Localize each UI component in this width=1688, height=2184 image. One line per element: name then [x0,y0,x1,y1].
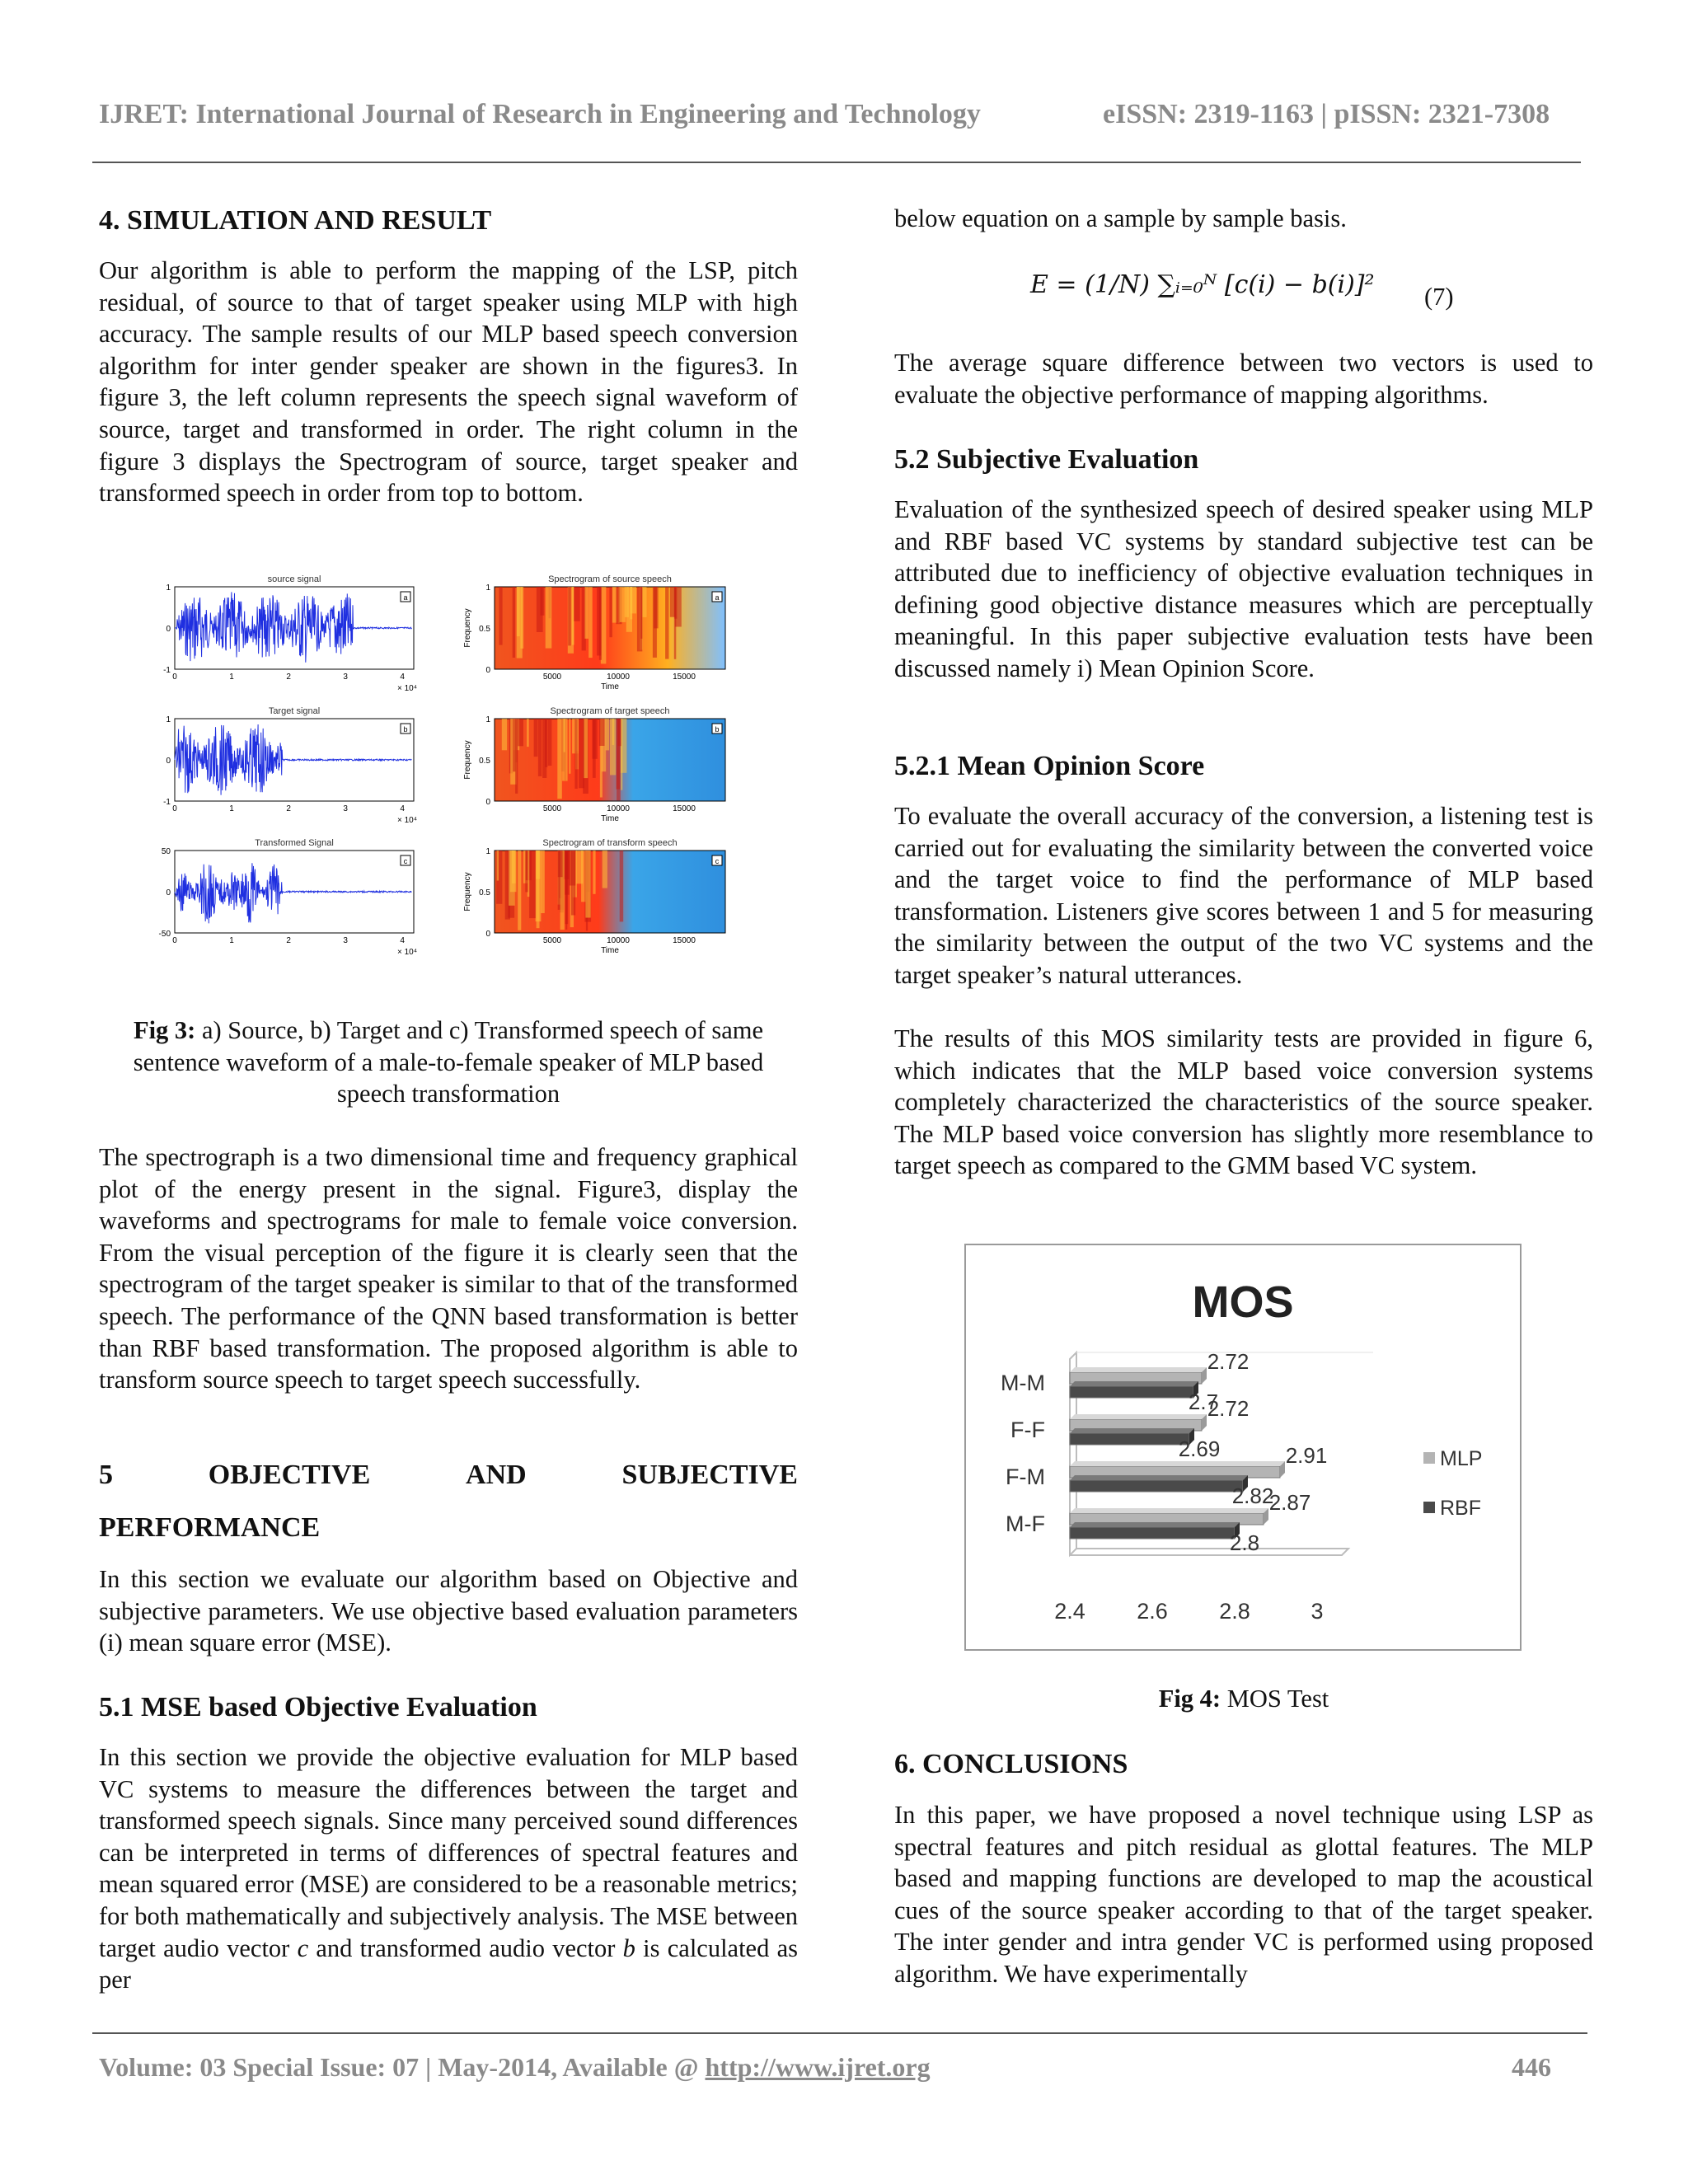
category-label: F-F [1010,1418,1045,1442]
spectrogram-band [617,719,621,790]
spectrogram-band [565,851,567,930]
footer-link[interactable]: http://www.ijret.org [705,2052,931,2082]
waveform-title: Target signal [268,706,321,716]
mse-equation: E = (1/N) ∑ᵢ₌₀ᴺ [c(i) − b(i)]² [1030,270,1375,299]
category-label: M-F [1006,1511,1045,1536]
waveform-xtick: 0 [172,673,177,682]
sec4-text: Our algorithm is able to perform the mapping of the LSP, pitch residual, of source to that of target speaker using MLP with high accuracy. The sample results of our MLP based speech conversion algorithm for inter gender speaker are shown in the figures3. In figure 3, the left column represents the speech signal waveform of source, target and transformed in order. The right column in the figure 3 displays the Spectrogram of source, target speaker and transformed speech in order from top to bottom. [99,256,798,508]
spectrogram-xtick: 5000 [542,936,562,945]
data-label: 2.82 [1231,1483,1274,1508]
spectrogram-band [585,851,590,918]
waveform-xtick: 2 [286,936,291,945]
legend-swatch [1423,1502,1435,1513]
fig3-caption-text: a) Source, b) Target and c) Transformed speech of same sentence waveform of a male-to-female speaker of MLP based speech transformation [133,1016,764,1108]
spectrogram-band [625,587,629,617]
spectrogram-xtick: 10000 [607,936,630,945]
spectrogram-band [534,719,538,757]
sec52 [894,443,1593,476]
spectrogram-xtick: 5000 [542,673,562,682]
waveform-title: source signal [267,574,321,584]
spectrogram-band [538,719,542,776]
sec521-title: 5.2.1 Mean Opinion Score [894,751,1205,781]
spectrogram-xtick: 15000 [673,936,696,945]
sec5-paragraph [99,1563,798,1659]
bar-rbf [1070,1480,1243,1492]
spectrogram-band [513,587,515,658]
data-label: 2.7 [1188,1390,1219,1414]
spectrogram-band [536,851,540,879]
data-label: 2.72 [1207,1396,1250,1421]
spectrogram-ytick: 0.5 [479,757,490,766]
data-label: 2.8 [1229,1530,1260,1555]
spectrogram-band [525,851,528,892]
sec521-paragraph-2 [894,1023,1593,1182]
header-rule [92,162,1581,163]
bar-top [1070,1428,1194,1433]
page-number: 446 [1512,2052,1551,2082]
spectrogram-band [569,719,570,774]
waveform-xscale: × 10⁴ [397,948,418,957]
category-label: F-M [1006,1465,1045,1489]
spectrogram-ytick: 0.5 [479,625,490,634]
var-c: c [297,1933,309,1962]
waveform-xtick: 1 [229,804,234,813]
sec4-paragraph [99,255,798,509]
bar-rbf [1070,1527,1235,1539]
footer-volume [99,2052,931,2083]
sec4-title: 4. SIMULATION AND RESULT [99,205,492,236]
panel-tag: b [403,725,408,733]
sec521 [894,750,1593,783]
spectrogram-xtick: 10000 [607,804,630,813]
data-label: 2.69 [1178,1436,1221,1461]
waveform-ytick: 50 [161,847,171,856]
spectrogram-band [610,719,616,775]
spectrogram-title: Spectrogram of target speech [550,706,670,716]
spectrogram-ytick: 1 [485,715,490,724]
spectrogram-ytick: 0 [485,930,490,939]
mos-chart [964,1244,1522,1651]
sec5-title: PERFORMANCE [99,1512,321,1543]
spectrogram-xlabel: Time [601,682,619,691]
waveform-xtick: 2 [286,804,291,813]
sec51-text-a: In this section we provide the objective evaluation for MLP based VC systems to measure the differences between the target and transformed speech signals. Since many perceived sound differences can be interpreted in terms of differences of spectral features and mean squared error (MSE) are considered to be a reasonable metrics; for both mathematically and subjectively analysis. The MSE between target audio vector [99,1743,798,1962]
sec521-text-1: To evaluate the overall accuracy of the conversion, a listening test is carried out for evaluating the similarity between the converted voice and the target voice to find the performance of MLP based transformation. Listeners give scores between 1 and 5 for measuring the similarity between the output of the two VC systems and the target speaker’s natural utterances. [894,802,1593,989]
spectrogram-band [593,851,595,894]
spectrogram-tag: c [715,857,720,865]
bar-top [1070,1461,1285,1466]
spectrogram-ytick: 0.5 [479,888,490,898]
fig3-figure [148,569,750,981]
spectrogram-band [557,719,562,799]
spectrogram-band [572,587,574,645]
x-tick-label: 2.8 [1219,1599,1250,1624]
spectrogram-ytick: 0 [485,798,490,807]
spectrograph-text: The spectrograph is a two dimensional time and frequency graphical plot of the energy present in the signal. Figure3, display the waveforms and spectrograms for male to female voice conversion. From the visual perception of the figure it is clearly seen that the spectrogram of the target speaker is similar to that of the transformed speech. The performance of the QNN based transformation is better than RBF based transformation. The proposed algorithm is able to transform source speech to target speech successfully. [99,1143,798,1394]
spectrogram-band [585,587,589,639]
waveform-xscale: × 10⁴ [397,684,418,693]
fig3-caption [99,1015,798,1110]
spectrogram-ytick: 0 [485,666,490,675]
sec51 [99,1691,798,1724]
spectrogram-band [497,851,499,881]
bar-top [1070,1367,1207,1372]
sec51-text-b: and transformed audio vector [308,1933,623,1962]
spectrograph-paragraph [99,1141,798,1396]
sec51-paragraph [99,1741,798,1996]
spectrogram-band [518,851,521,930]
equation-intro [894,203,1593,235]
spectrogram-band [527,719,529,747]
data-label: 2.91 [1285,1443,1328,1468]
spectrogram-title: Spectrogram of transform speech [542,838,678,848]
spectrogram-band [574,719,577,789]
spectrogram-band [546,587,552,649]
spectrogram-band [520,587,523,649]
footer-text: Volume: 03 Special Issue: 07 | May-2014, Available @ [99,2052,706,2082]
legend-swatch [1423,1452,1435,1464]
spectrogram-band [541,851,545,913]
sec52-paragraph [894,494,1593,685]
sec52-text: Evaluation of the synthesized speech of desired speaker using MLP and RBF based VC systems by standard subjective test can be attributed due to inefficiency of objective evaluation techniques in defining good objective distance measures which are perceptually meaningful. In this paper subjective evaluation tests have been discussed namely i) Mean Opinion Score. [894,495,1593,682]
spectrogram-ytick: 1 [485,847,490,856]
sec6-title: 6. CONCLUSIONS [894,1749,1128,1779]
waveform-ytick: -50 [158,930,171,939]
sec4 [99,204,798,237]
sec5-text: In this section we evaluate our algorithm based on Objective and subjective parameters. We use objective based evaluation parameters (i) mean square error (MSE). [99,1565,798,1657]
fig4-caption-text: MOS Test [1221,1685,1329,1713]
bar-top [1070,1414,1207,1419]
spectrogram-band [571,851,575,916]
x-tick-label: 2.4 [1054,1599,1085,1624]
sec52-title: 5.2 Subjective Evaluation [894,444,1199,475]
sec5-word: SUBJECTIVE [621,1460,798,1490]
waveform-ytick: 0 [166,625,171,634]
spectrogram-band [562,719,568,781]
spectrogram-band [609,587,612,637]
spectrogram-band [599,587,602,660]
fig4-caption [894,1683,1593,1715]
spectrogram-band [568,587,571,645]
spectrogram-tag: b [715,725,720,733]
sec5-title-line1 [99,1460,798,1491]
panel-tag: c [403,857,408,865]
spectrogram-band [606,719,610,750]
bar-top [1070,1381,1198,1386]
waveform-xtick: 3 [343,673,348,682]
spectrogram-title: Spectrogram of source speech [548,574,672,584]
data-label: 2.87 [1268,1490,1311,1515]
waveform-ytick: 0 [166,888,171,898]
footer-rule [92,2032,1587,2034]
legend-label: MLP [1440,1447,1483,1470]
spectrogram-ylabel: Frequency [463,608,472,648]
spectrogram-band [548,719,552,766]
spectrogram-band [574,587,580,621]
sec51-title: 5.1 MSE based Objective Evaluation [99,1692,537,1722]
spectrogram-band [509,851,515,906]
spectrogram-band [665,587,668,659]
waveform-xtick: 4 [400,804,405,813]
spectrogram-xtick: 15000 [673,673,696,682]
avg-diff-paragraph [894,347,1593,410]
waveform-xtick: 3 [343,804,348,813]
avg-diff-text: The average square difference between two vectors is used to evaluate the objective performance of mapping algorithms. [894,349,1593,409]
spectrogram-band [517,587,520,636]
fig3-caption-label: Fig 3: [133,1016,196,1044]
bar-top [1070,1508,1268,1513]
spectrogram-band [653,587,657,658]
bar-top [1070,1522,1240,1527]
spectrogram-band [630,587,636,613]
spectrogram-band [620,851,624,921]
waveform-title: Transformed Signal [255,838,334,848]
sec6-paragraph [894,1799,1593,1990]
sec6 [894,1748,1593,1781]
waveform-xtick: 3 [343,936,348,945]
waveform-ytick: -1 [163,798,171,807]
data-label: 2.72 [1207,1349,1250,1374]
category-label: M-M [1001,1371,1045,1395]
var-b: b [622,1933,635,1962]
spectrogram-band [593,719,598,759]
sec521-text-2: The results of this MOS similarity tests are provided in figure 6, which indicates that the MLP based voice conversion systems completely characterized the characteristics of the source speaker. The MLP based voice conversion has slightly more resemblance to target speech as compared to the GMM based VC system. [894,1024,1593,1180]
panel-tag: a [403,593,408,602]
spectrogram-xlabel: Time [601,814,619,823]
fig4-caption-label: Fig 4: [1158,1685,1221,1713]
waveform-ytick: 1 [166,583,171,593]
sec5-word: AND [466,1460,527,1490]
spectrogram-band [513,719,515,771]
x-tick-label: 3 [1311,1599,1324,1624]
bar-rbf [1070,1386,1193,1398]
spectrogram-band [537,587,543,632]
sec51-text [99,1741,798,1996]
spectrogram-band [558,851,563,877]
spectrogram-band [502,719,507,750]
spectrogram-xtick: 10000 [607,673,630,682]
spectrogram-ylabel: Frequency [463,872,472,912]
spectrogram-band [670,587,676,617]
spectrogram-band [599,719,605,746]
waveform-xscale: × 10⁴ [397,816,418,825]
spectrogram-band [499,587,503,645]
spectrogram-xtick: 15000 [673,804,696,813]
spectrogram-ylabel: Frequency [463,740,472,780]
equation-number: (7) [1424,283,1454,311]
waveform-xtick: 4 [400,673,405,682]
spectrogram-band [603,851,607,888]
waveform-ytick: 1 [166,715,171,724]
waveform-xtick: 0 [172,936,177,945]
spectrogram-band [545,719,547,767]
sec5-word: 5 [99,1460,113,1490]
bar-top [1070,1475,1248,1480]
waveform-ytick: 0 [166,757,171,766]
journal-header: IJRET: International Journal of Research in Engineering and Technology [99,99,981,129]
spectrogram-band [515,719,518,794]
sec5-word: OBJECTIVE [208,1460,371,1490]
x-tick-label: 2.6 [1137,1599,1168,1624]
waveform-ytick: -1 [163,666,171,675]
waveform-xtick: 4 [400,936,405,945]
spectrogram-tag: a [715,593,720,602]
spectrogram-xlabel: Time [601,946,619,955]
waveform-xtick: 1 [229,936,234,945]
spectrogram-band [579,719,584,788]
bar-rbf [1070,1433,1189,1445]
chart-title: MOS [1192,1277,1294,1327]
spectrogram-xtick: 5000 [542,804,562,813]
sec521-paragraph-1 [894,800,1593,991]
spectrogram-band [588,587,593,658]
spectrogram-ytick: 1 [485,583,490,593]
waveform-xtick: 1 [229,673,234,682]
issn-header: eISSN: 2319-1163 | pISSN: 2321-7308 [1103,99,1550,129]
spectrogram-band [640,587,642,639]
equation-intro-text: below equation on a sample by sample basis. [894,204,1347,232]
sec51-text-c: is calculated as per [99,1933,798,1994]
legend-label: RBF [1440,1497,1481,1520]
waveform-xtick: 2 [286,673,291,682]
waveform-xtick: 0 [172,804,177,813]
spectrogram-band [518,719,523,746]
sec5-title-line2 [99,1511,798,1544]
sec6-text: In this paper, we have proposed a novel technique using LSP as spectral features and pitch residual as glottal features. The MLP based and mapping functions are developed to map the acoustical cues of the source speaker according to that of the target speaker. The inter gender and intra gender VC is performed using proposed algorithm. We have experimentally [894,1801,1593,1988]
